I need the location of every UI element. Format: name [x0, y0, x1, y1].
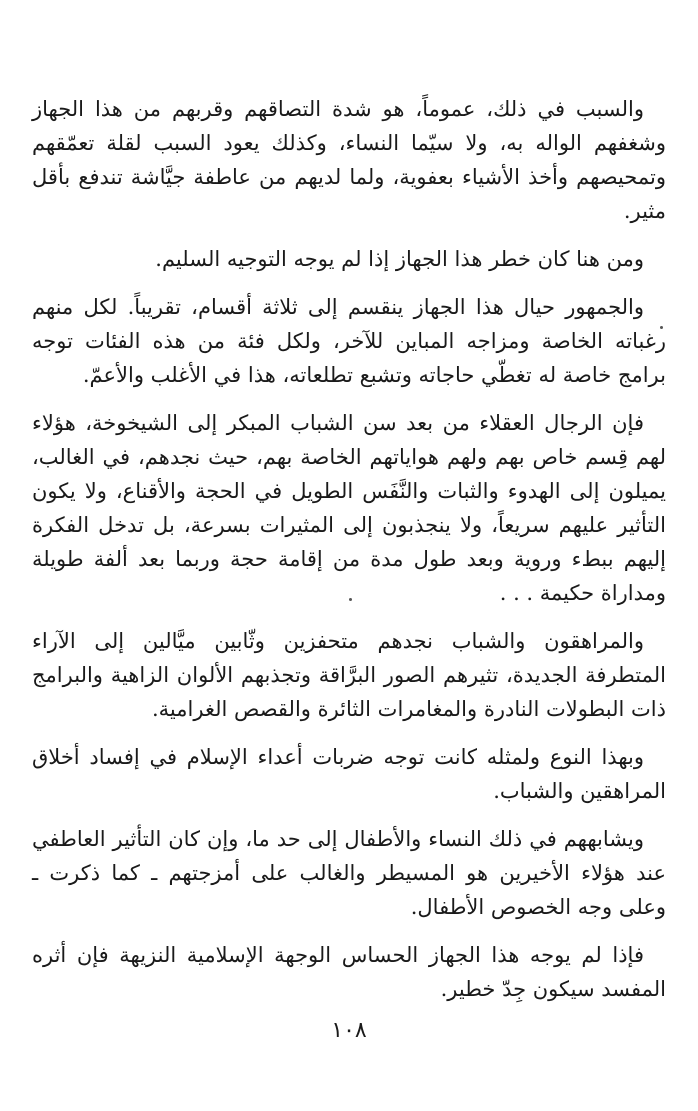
body-text — [32, 92, 666, 1020]
paragraph-4: فإن الرجال العقلاء من بعد سن الشباب المبكر إلى الشيخوخة، هؤلاء لهم قِسم خاص بهم ولهم هواياتهم الخاصة بهم، حيث نجدهم، في الغالب، يميلون إلى الهدوء والثبات والنَّفَس الطويل في الحجة والأقناع، ولا يكون التأثير عليهم سريعاً، ولا ينجذبون إلى المثيرات بسرعة، بل تدخل الفكرة إليهم ببطء وروية وبعد طول مدة من إقامة حجة وربما بعد ألفة طويلة ومداراة حكيمة . . . — [32, 411, 666, 605]
paragraph-3: والجمهور حيال هذا الجهاز ينقسم إلى ثلاثة أقسام، تقريباً. لكل منهم رغباته الخاصة ومزاجه المباين للآخر، ولكل فئة من هذه الفئات توجه برامج خاصة له تغطّي حاجاته وتشبع تطلعاته، هذا في الأغلب والأعمّ. — [32, 295, 666, 387]
paragraph-7: ويشابههم في ذلك النساء والأطفال إلى حد ما، وإن كان التأثير العاطفي عند هؤلاء الأخيرين هو المسيطر والغالب على أمزجتهم ـ كما ذكرت ـ وعلى وجه الخصوص الأطفال. — [32, 827, 666, 919]
ink-speck — [660, 326, 663, 329]
ink-speck — [349, 598, 352, 601]
paragraph-8: فإذا لم يوجه هذا الجهاز الحساس الوجهة الإسلامية النزيهة فإن أثره المفسد سيكون جِدّ خطير. — [32, 943, 666, 1001]
paragraph-6: وبهذا النوع ولمثله كانت توجه ضربات أعداء الإسلام في إفساد أخلاق المراهقين والشباب. — [32, 745, 666, 803]
paragraph-5: والمراهقون والشباب نجدهم متحفزين وثّابين ميَّالين إلى الآراء المتطرفة الجديدة، تثيرهم الصور البرَّاقة وتجذبهم الألوان الزاهية والبرامج ذات البطولات النادرة والمغامرات الثائرة والقصص الغرامية. — [32, 629, 666, 721]
paragraph-1: والسبب في ذلك، عموماً، هو شدة التصاقهم وقربهم من هذا الجهاز وشغفهم الواله به، ولا سيّما النساء، وكذلك يعود السبب لقلة تعمّقهم وتمحيصهم وأخذ الأشياء بعفوية، ولما لديهم من عاطفة جيَّاشة تندفع بأقل مثير. — [32, 97, 666, 223]
page-number: ١٠٨ — [331, 1018, 367, 1043]
paragraph-2: ومن هنا كان خطر هذا الجهاز إذا لم يوجه التوجيه السليم. — [155, 247, 644, 271]
